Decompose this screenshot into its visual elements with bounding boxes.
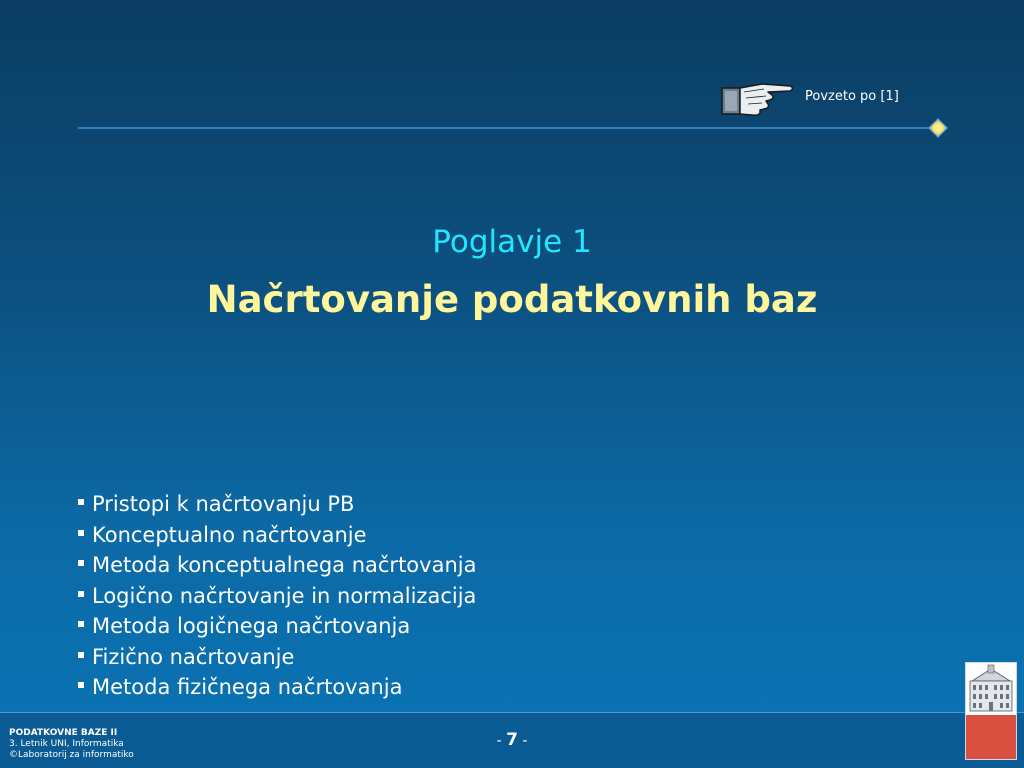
course-title: PODATKOVNE BAZE II (9, 728, 118, 738)
square-bullet-icon (78, 621, 84, 627)
list-item (78, 672, 476, 703)
list-item (78, 550, 476, 581)
slide-title: Načrtovanje podatkovnih baz (206, 278, 818, 321)
topic-text: Metoda fizičnega načrtovanja (92, 675, 403, 699)
page-prefix: - (496, 733, 507, 749)
course-year: 3. Letnik UNI, Informatika (9, 739, 124, 749)
topic-text: Pristopi k načrtovanju PB (92, 492, 355, 516)
topic-text: Metoda konceptualnega načrtovanja (92, 553, 477, 577)
topic-text: Konceptualno načrtovanje (92, 522, 367, 547)
square-bullet-icon (78, 530, 84, 536)
list-item (78, 611, 476, 642)
square-bullet-icon (78, 499, 84, 505)
list-item (78, 489, 476, 520)
topic-list (78, 489, 476, 703)
topic-text: Fizično načrtovanje (92, 644, 295, 669)
emblem-red-band (966, 715, 1016, 759)
page-number (0, 730, 1024, 750)
square-bullet-icon (78, 652, 84, 658)
topic-text: Metoda logičnega načrtovanja (92, 614, 411, 638)
square-bullet-icon (78, 682, 84, 688)
university-building-emblem (965, 662, 1017, 760)
diamond-icon (928, 118, 948, 138)
square-bullet-icon (78, 560, 84, 566)
source-note: Povzeto po [1] (805, 89, 899, 104)
page-suffix: - (517, 733, 528, 749)
list-item (78, 581, 476, 612)
list-item (78, 520, 476, 551)
topic-text: Logično načrtovanje in normalizacija (92, 583, 477, 608)
chapter-label: Poglavje 1 (432, 224, 592, 260)
list-item (78, 642, 476, 673)
footer-divider (0, 712, 1024, 713)
copyright: ©Laboratorij za informatiko (9, 750, 134, 760)
pointing-hand-icon (720, 78, 796, 118)
header-divider (78, 127, 934, 129)
square-bullet-icon (78, 591, 84, 597)
building-icon (966, 663, 1016, 715)
page-number-value: 7 (506, 730, 518, 750)
